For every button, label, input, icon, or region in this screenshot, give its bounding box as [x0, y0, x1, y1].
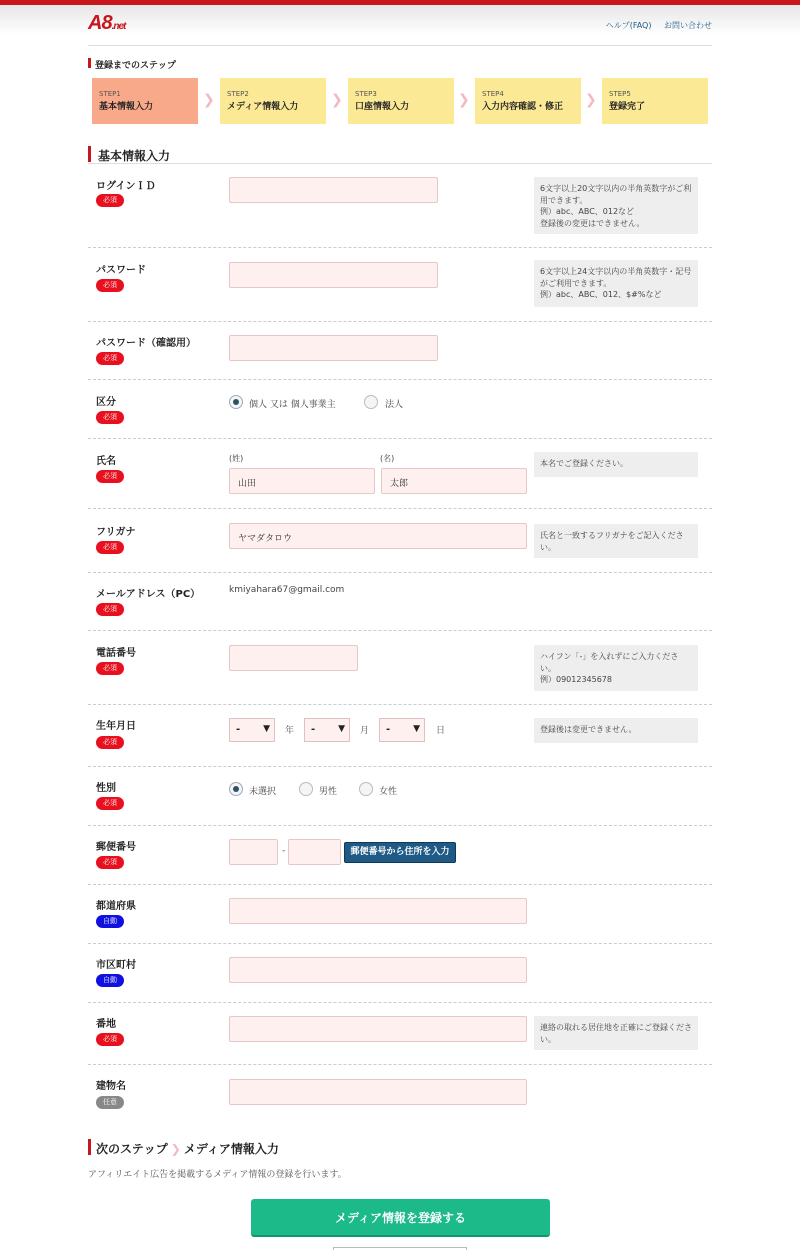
category-label: 区分: [96, 397, 116, 408]
zip-label: 郵便番号: [96, 842, 136, 853]
required-badge: 必須: [96, 541, 124, 554]
auto-badge: 自動: [96, 915, 124, 928]
step-arrow-icon: ❯: [170, 1142, 181, 1156]
last-name-input[interactable]: 山田: [229, 468, 375, 494]
login-id-label: ログインＩＤ: [96, 181, 156, 192]
section-divider: [88, 163, 712, 164]
gender-female-radio[interactable]: [359, 782, 373, 796]
required-badge: 必須: [96, 662, 124, 675]
step-1: STEP1 基本情報入力: [92, 78, 198, 124]
last-name-sublabel: (姓): [229, 454, 244, 463]
row-divider: [88, 1002, 712, 1003]
step-5: STEP5 登録完了: [602, 78, 708, 124]
section-title: 基本情報入力: [98, 149, 171, 163]
furigana-label: フリガナ: [96, 527, 136, 538]
category-individual-radio[interactable]: [229, 395, 243, 409]
email-label: メールアドレス（PC）: [96, 589, 201, 600]
step-arrow-icon: ❯: [458, 92, 470, 108]
next-step-description: アフィリエイト広告を掲載するメディア情報の登録を行います。: [88, 1170, 347, 1180]
building-input[interactable]: [229, 1079, 527, 1105]
row-divider: [88, 572, 712, 573]
furigana-input[interactable]: ヤマダタロウ: [229, 523, 527, 549]
city-label: 市区町村: [96, 960, 136, 971]
step-4: STEP4 入力内容確認・修正: [475, 78, 581, 124]
birth-year-select[interactable]: - ▼: [229, 718, 275, 742]
password-hint: 6文字以上24文字以内の半角英数字・記号がご利用できます。 例）abc、ABC、012、$#%など: [534, 260, 698, 307]
optional-badge: 任意: [96, 1096, 124, 1109]
category-corporate-radio[interactable]: [364, 395, 378, 409]
gender-female-label: 女性: [379, 787, 398, 797]
row-divider: [88, 825, 712, 826]
prefecture-input[interactable]: [229, 898, 527, 924]
chevron-down-icon: ▼: [263, 724, 270, 734]
category-individual-label: 個人 又は 個人事業主: [249, 400, 336, 410]
required-badge: 必須: [96, 411, 124, 424]
step-arrow-icon: ❯: [331, 92, 343, 108]
first-name-input[interactable]: 太郎: [381, 468, 527, 494]
auto-badge: 自動: [96, 974, 124, 987]
birth-day-select[interactable]: - ▼: [379, 718, 425, 742]
address-label: 番地: [96, 1019, 116, 1030]
city-input[interactable]: [229, 957, 527, 983]
email-value: kmiyahara67@gmail.com: [229, 585, 345, 595]
address-input[interactable]: [229, 1016, 527, 1042]
required-badge: 必須: [96, 279, 124, 292]
chevron-down-icon: ▼: [413, 724, 420, 734]
step-arrow-icon: ❯: [585, 92, 597, 108]
gender-label: 性別: [96, 783, 116, 794]
password-confirm-label: パスワード（確認用）: [96, 338, 196, 349]
required-badge: 必須: [96, 1033, 124, 1046]
zip-lookup-button[interactable]: 郵便番号から住所を入力: [344, 842, 456, 863]
row-divider: [88, 1064, 712, 1065]
birthday-hint: 登録後は変更できません。: [534, 718, 698, 743]
required-badge: 必須: [96, 736, 124, 749]
gender-male-radio[interactable]: [299, 782, 313, 796]
step-arrow-icon: ❯: [203, 92, 215, 108]
next-step-mark: [88, 1139, 91, 1155]
row-divider: [88, 508, 712, 509]
contact-link[interactable]: お問い合わせ: [664, 21, 712, 30]
furigana-hint: 氏名と一致するフリガナをご記入ください。: [534, 524, 698, 558]
zip-first-input[interactable]: [229, 839, 278, 865]
password-input[interactable]: [229, 262, 438, 288]
steps-title: 登録までのステップ: [95, 61, 176, 71]
gender-male-label: 男性: [319, 787, 338, 797]
required-badge: 必須: [96, 470, 124, 483]
required-badge: 必須: [96, 603, 124, 616]
category-corporate-label: 法人: [385, 400, 404, 410]
help-faq-link[interactable]: ヘルプ(FAQ): [605, 21, 652, 30]
header-divider: [88, 45, 712, 46]
zip-dash: -: [282, 846, 286, 856]
first-name-sublabel: (名): [380, 454, 395, 463]
phone-input[interactable]: [229, 645, 358, 671]
row-divider: [88, 379, 712, 380]
address-hint: 連絡の取れる居住地を正確にご登録ください。: [534, 1016, 698, 1050]
phone-hint: ハイフン「-」を入れずにご入力ください。 例）09012345678: [534, 645, 698, 691]
login-id-hint: 6文字以上20文字以内の半角英数字がご利用できます。 例）abc、ABC、012など 登録後の変更はできません。: [534, 177, 698, 234]
row-divider: [88, 630, 712, 631]
name-hint: 本名でご登録ください。: [534, 452, 698, 477]
password-label: パスワード: [96, 265, 146, 276]
required-badge: 必須: [96, 797, 124, 810]
month-unit: 月: [360, 726, 370, 736]
steps-title-mark: [88, 58, 91, 68]
birthday-label: 生年月日: [96, 721, 136, 732]
day-unit: 日: [436, 726, 446, 736]
zip-second-input[interactable]: [288, 839, 341, 865]
gender-unselected-radio[interactable]: [229, 782, 243, 796]
prefecture-label: 都道府県: [96, 901, 136, 912]
row-divider: [88, 704, 712, 705]
login-id-input[interactable]: [229, 177, 438, 203]
step-3: STEP3 口座情報入力: [348, 78, 454, 124]
building-label: 建物名: [96, 1081, 126, 1092]
gender-unselected-label: 未選択: [249, 787, 277, 797]
a8-logo[interactable]: A8.net: [88, 12, 126, 34]
row-divider: [88, 884, 712, 885]
row-divider: [88, 438, 712, 439]
birth-month-select[interactable]: - ▼: [304, 718, 350, 742]
password-confirm-input[interactable]: [229, 335, 438, 361]
chevron-down-icon: ▼: [338, 724, 345, 734]
submit-media-button[interactable]: メディア情報を登録する: [251, 1199, 550, 1237]
required-badge: 必須: [96, 856, 124, 869]
next-step-title: 次のステップ ❯ メディア情報入力: [96, 1142, 279, 1156]
year-unit: 年: [285, 726, 295, 736]
row-divider: [88, 247, 712, 248]
row-divider: [88, 943, 712, 944]
phone-label: 電話番号: [96, 648, 136, 659]
row-divider: [88, 321, 712, 322]
row-divider: [88, 766, 712, 767]
required-badge: 必須: [96, 352, 124, 365]
section-title-mark: [88, 146, 91, 162]
name-label: 氏名: [96, 456, 116, 467]
step-2: STEP2 メディア情報入力: [220, 78, 326, 124]
header-links: [596, 20, 712, 31]
required-badge: 必須: [96, 194, 124, 207]
